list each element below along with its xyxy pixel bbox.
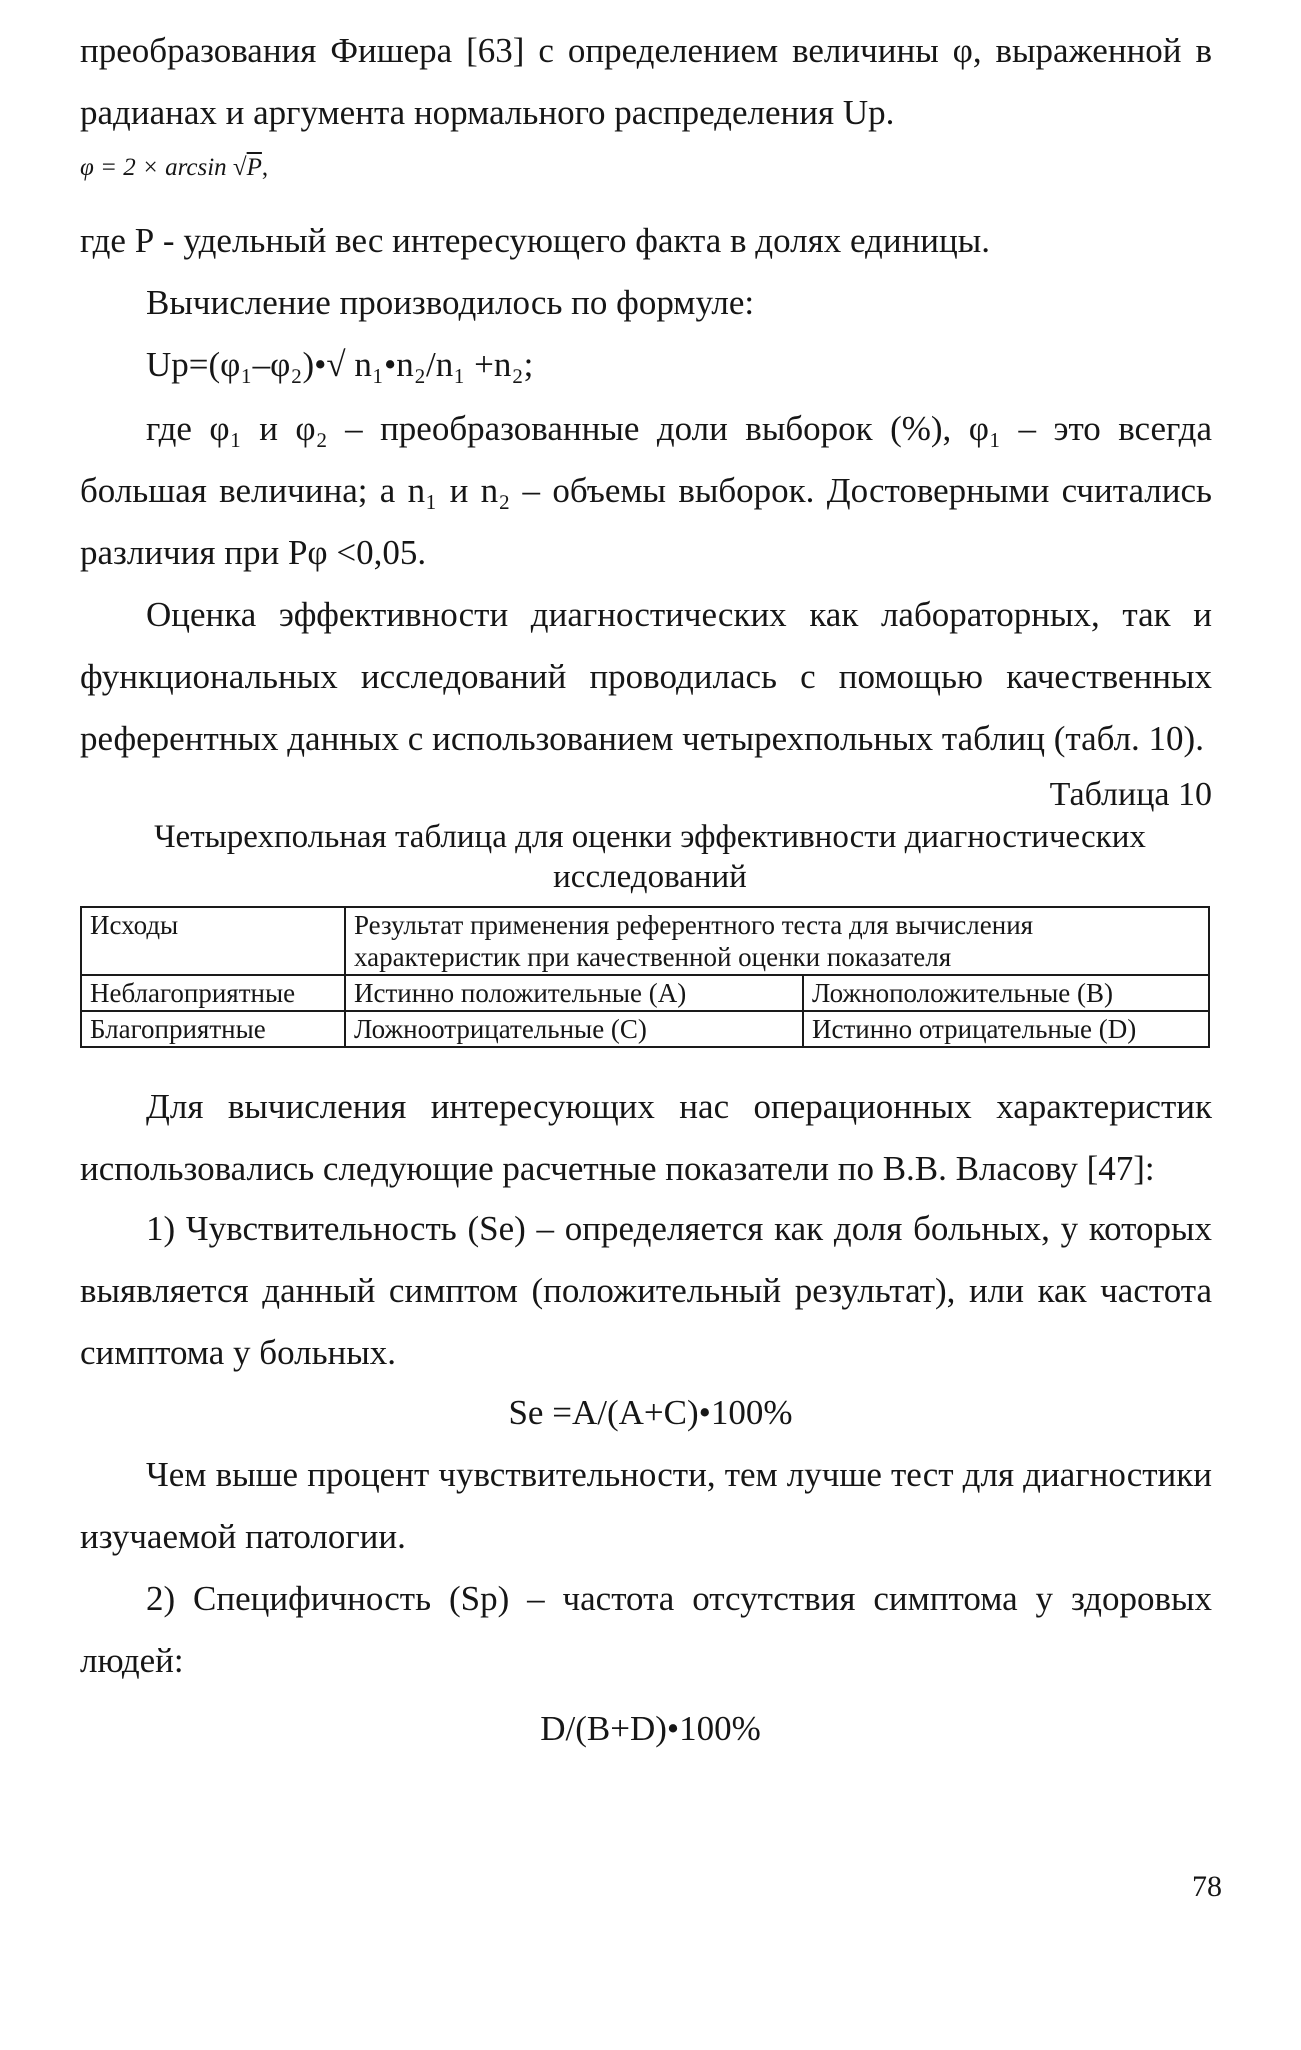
formula-arg: P <box>246 154 262 181</box>
formula-lhs: φ = 2 × arcsin <box>80 154 227 181</box>
table-number: Таблица 10 <box>1049 776 1212 813</box>
paragraph-line: Чем выше процент чувствительности, тем лучше тест для диагностики <box>146 1455 1212 1494</box>
table-caption <box>100 817 1200 897</box>
paragraph-line: использовались следующие расчетные показатели по В.В. Власову [47]: <box>80 1149 1155 1188</box>
table-row <box>81 975 1209 1011</box>
paragraph-line: функциональных исследований проводилась с помощью качественных <box>80 657 1212 696</box>
paragraph-line: людей: <box>80 1641 184 1680</box>
table-cell: Ложноположительные (В) <box>803 975 1209 1011</box>
paragraph-line: референтных данных с использованием четырехпольных таблиц (табл. 10). <box>80 719 1204 758</box>
table-header-row <box>81 907 1209 975</box>
paragraph-line: преобразования Фишера [63] с определением величины φ, выраженной в <box>80 31 1212 70</box>
paragraph-line: различия при Рφ <0,05. <box>80 533 427 572</box>
paragraph-line: Для вычисления интересующих нас операционных характеристик <box>146 1087 1212 1126</box>
table-caption-line: исследований <box>553 859 747 895</box>
paragraph-line: радианах и аргумента нормального распределения Up. <box>80 93 895 132</box>
paragraph-line: 2) Специфичность (Sp) – частота отсутствия симптома у здоровых <box>146 1579 1212 1618</box>
paragraph-line: Вычисление производилось по формуле: <box>146 283 755 322</box>
table-header-result: Результат применения референтного теста для вычисления характеристик при качественной оценки показателя <box>345 907 1209 975</box>
page-number: 78 <box>1192 1870 1222 1903</box>
formula-sensitivity: Se =A/(A+C)•100% <box>508 1393 793 1432</box>
sqrt-sign: √ <box>232 154 247 181</box>
paragraph-line: симптома у больных. <box>80 1333 397 1372</box>
paragraph-line: Оценка эффективности диагностических как лабораторных, так и <box>146 595 1212 634</box>
paragraph-line: где φ₁ и φ₂ – преобразованные доли выборок (%), φ₁ – это всегда <box>146 409 1212 448</box>
formula-specificity: D/(B+D)•100% <box>540 1709 761 1748</box>
table-caption-line: Четырехпольная таблица для оценки эффективности диагностических <box>154 819 1146 855</box>
table-cell: Ложноотрицательные (С) <box>345 1011 803 1047</box>
paragraph-line: выявляется данный симптом (положительный результат), или как частота <box>80 1271 1212 1310</box>
table-cell: Неблагоприятные <box>81 975 345 1011</box>
table-cell: Истинно положительные (А) <box>345 975 803 1011</box>
paragraph-line: изучаемой патологии. <box>80 1517 406 1556</box>
table-cell: Истинно отрицательные (D) <box>803 1011 1209 1047</box>
table-row <box>81 1011 1209 1047</box>
paragraph-line: большая величина; а n₁ и n₂ – объемы выборок. Достоверными считались <box>80 471 1212 510</box>
paragraph-line: где Р - удельный вес интересующего факта в долях единицы. <box>80 221 991 260</box>
table-cell: Благоприятные <box>81 1011 345 1047</box>
fourfold-table <box>80 906 1210 1048</box>
formula-tail: , <box>261 154 269 181</box>
formula-up: Up=(φ₁–φ₂)•√ n₁•n₂/n₁ +n₂; <box>146 345 534 384</box>
paragraph-line: 1) Чувствительность (Se) – определяется как доля больных, у которых <box>146 1209 1212 1248</box>
formula-fisher <box>80 148 268 188</box>
table-header-outcomes: Исходы <box>81 907 345 975</box>
